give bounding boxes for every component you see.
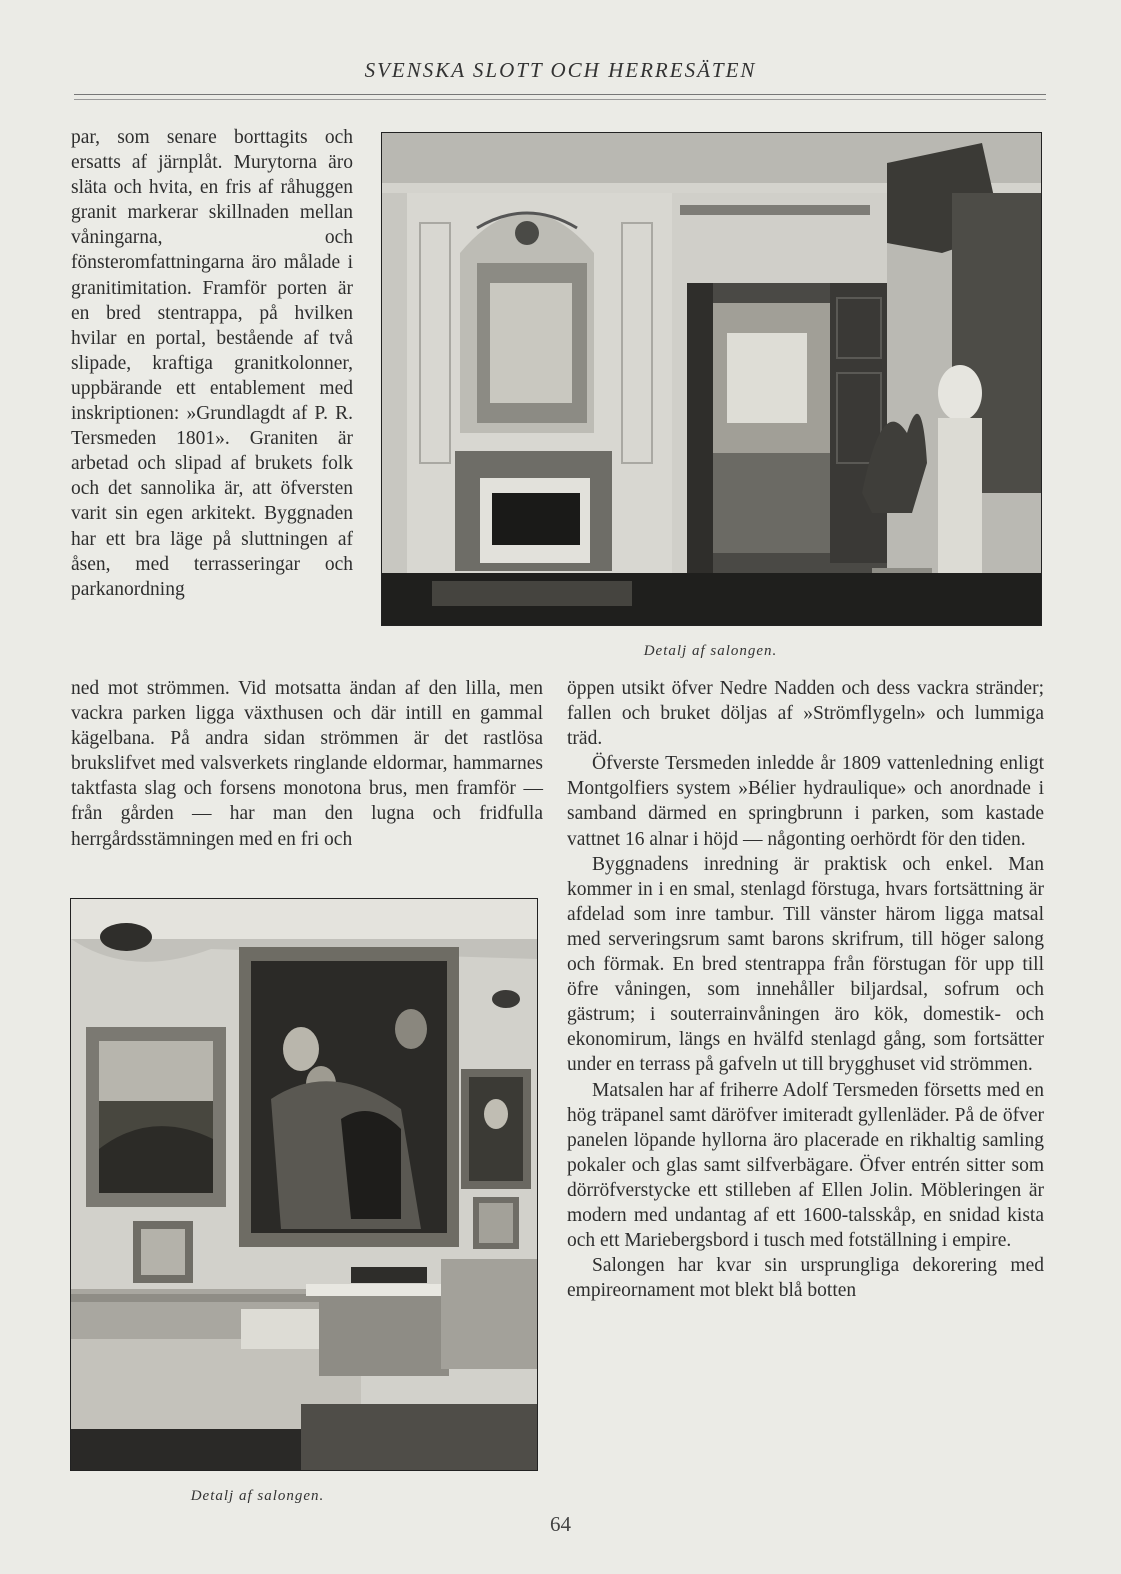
- photo-salon-paintings: [70, 898, 538, 1471]
- photo-salon-doorway: [381, 132, 1042, 626]
- salon-paintings-image: [71, 899, 537, 1470]
- left-column-top: [71, 125, 353, 602]
- paragraph: par, som senare borttagits och ersatts af järnplåt. Murytorna äro släta och hvita, en fris af råhuggen granit markerar skillnaden mellan våningarna, och fönsteromfattningarna äro målade i granitimitation. Framför porten är en bred stentrappa, på hvilken hvilar en portal, bestående af två slipade, kraftiga granitkolonner, uppbärande ett entablement med inskriptionen: »Grundlagdt af P. R. Tersmeden 1801». Graniten är arbetad och slipad af brukets folk och det sannolika är, att öfversten varit sin egen arkitekt. Byggnaden har ett bra läge på sluttningen af åsen, med terrasseringar och parkanordning: [71, 127, 353, 600]
- paragraph: Öfverste Tersmeden inledde år 1809 vattenledning enligt Montgolfiers system »Bélier hydraulique» och anordnade i samband därmed en springbrunn i parken, som kastade vattnet 16 alnar i höjd — någonting oerhördt för den tiden.: [567, 753, 1044, 850]
- paragraph: ned mot strömmen. Vid motsatta ändan af den lilla, men vackra parken ligga växthusen och där intill en gammal kägelbana. På andra sidan strömmen är det rastlösa brukslifvet med valsverkets ringlande eldormar, hammarnes taktfasta slag och forsens monotona brus, men framför — från gården — har man den lugna och fridfulla herrgårdsstämningen med en fri och: [71, 678, 543, 850]
- paragraph: öppen utsikt öfver Nedre Nadden och dess vackra stränder; fallen och bruket döljas af »Strömflygeln» och lummiga träd.: [567, 678, 1044, 750]
- photo-caption-top: Detalj af salongen.: [643, 643, 778, 659]
- page-number: 64: [550, 1512, 571, 1536]
- header-rule-thin: [74, 99, 1046, 100]
- left-column-continued: [71, 676, 543, 852]
- paragraph: Matsalen har af friherre Adolf Tersmeden försetts med en hög träpanel samt däröfver imiteradt gyllenläder. På de öfver panelen löpande hyllorna äro placerade en rikhaltig samling pokaler och glas samt silfverbägare. Öfver entrén sitter som dörröfverstycke ett stilleben af Ellen Jolin. Möbleringen är modern med undantag af ett 1600-talsskåp, en snidad kista och ett Mariebergsbord i tusch med fotställning i empire.: [567, 1079, 1044, 1252]
- running-header: SVENSKA SLOTT OCH HERRESÄTEN: [364, 58, 757, 82]
- salon-doorway-image: [382, 133, 1041, 625]
- right-column: [567, 676, 1044, 1303]
- paragraph: Byggnadens inredning är praktisk och enkel. Man kommer in i en smal, stenlagd förstuga, hvars fortsättning är afdelad som inre tambur. Till vänster härom ligga matsal med serveringsrum samt barons skrifrum, till höger salong och förmak. En bred stentrappa från förstugan för upp till öfre våningen, som innehåller biljardsal, sofrum och gästrum; i souterrainvåningen äro kök, domestik- och ekonomirum, längs en hvälfd stenlagd gång, som fortsätter under en terrass på gafveln ut till brygghuset vid strömmen.: [567, 853, 1044, 1076]
- header-rule: [74, 94, 1046, 95]
- paragraph: Salongen har kvar sin ursprungliga dekorering med empireornament mot blekt blå botten: [567, 1255, 1044, 1302]
- photo-caption-bottom: Detalj af salongen.: [190, 1488, 325, 1504]
